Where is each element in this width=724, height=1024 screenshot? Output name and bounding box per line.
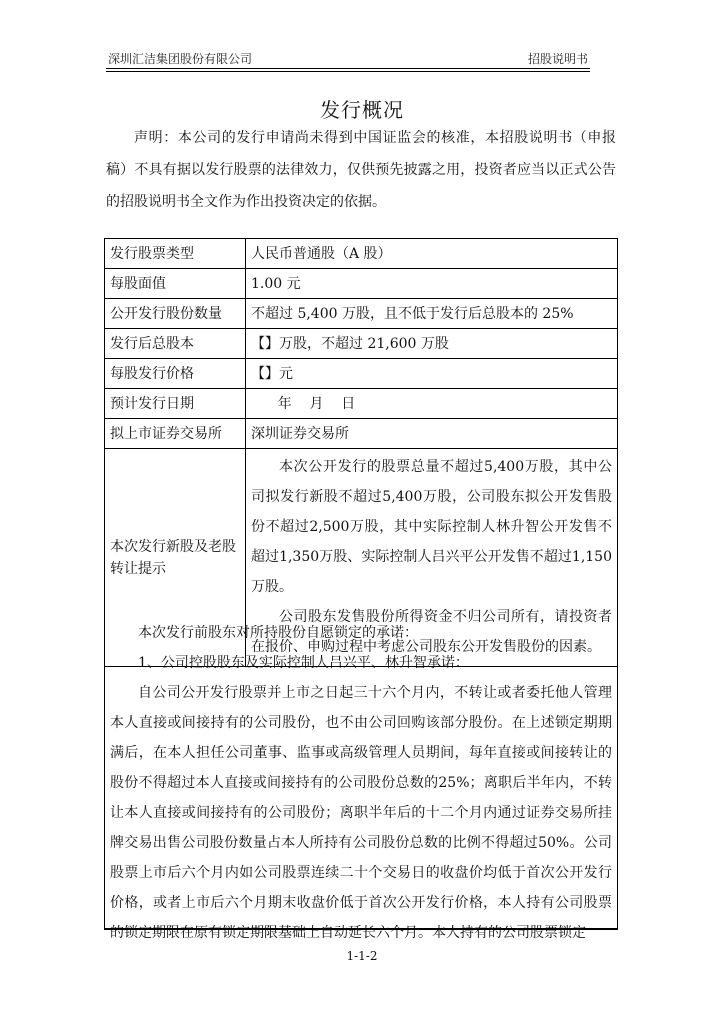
- row-value: 人民币普通股（A 股）: [246, 239, 618, 269]
- table-row: [105, 239, 618, 269]
- transfer-paragraph-1: 本次公开发行的股票总量不超过5,400万股，其中公司拟发行新股不超过5,400万股，公司股东拟公开发售股份不超过2,500万股，其中实际控制人林升智公开发售不超过1,350万股、实际控制人吕兴平公开发售不超过1,150万股。: [251, 459, 612, 595]
- table-row: [105, 269, 618, 299]
- table-row: [105, 389, 618, 419]
- row-label: 拟上市证券交易所: [105, 419, 246, 449]
- row-label: 发行股票类型: [105, 239, 246, 269]
- transfer-label: 本次发行新股及老股转让提示: [105, 449, 246, 667]
- row-value: 【】元: [246, 359, 618, 389]
- row-label: 公开发行股份数量: [105, 299, 246, 329]
- table-row: [105, 299, 618, 329]
- row-label: 每股发行价格: [105, 359, 246, 389]
- page-number: 1-1-2: [346, 949, 378, 963]
- row-value: 1.00 元: [246, 269, 618, 299]
- disclaimer-statement: 声明：本公司的发行申请尚未得到中国证监会的核准，本招股说明书（申报稿）不具有据以发行股票的法律效力，仅供预先披露之用，投资者应当以正式公告的招股说明书全文作为作出投资决定的依据。: [106, 130, 616, 210]
- row-value: 深圳证券交易所: [246, 419, 618, 449]
- lockup-commitment-section: [104, 618, 618, 941]
- row-value: 年 月 日: [246, 389, 618, 419]
- lockup-intro: 本次发行前股东对所持股份自愿锁定的承诺：: [138, 625, 418, 641]
- row-label: 每股面值: [105, 269, 246, 299]
- table-row: [105, 359, 618, 389]
- page-header: [106, 46, 590, 69]
- issue-overview-table: [104, 238, 618, 667]
- table-row: [105, 419, 618, 449]
- header-document-name: 招股说明书: [527, 52, 588, 66]
- row-label: 发行后总股本: [105, 329, 246, 359]
- transfer-paragraph-2: 公司股东发售股份所得资金不归公司所有，请投资者在报价、申购过程中考虑公司股东公开发售股份的因素。: [251, 609, 612, 655]
- lockup-item1-title: 1、公司控股股东及实际控制人吕兴平、林升智承诺：: [138, 655, 469, 671]
- header-company-name: 深圳汇洁集团股份有限公司: [108, 52, 253, 66]
- row-value: 不超过 5,400 万股，且不低于发行后总股本的 25%: [246, 299, 618, 329]
- page-title: 发行概况: [320, 98, 404, 122]
- row-label: 预计发行日期: [105, 389, 246, 419]
- row-value: 【】万股，不超过 21,600 万股: [246, 329, 618, 359]
- lockup-item1-body: 自公司公开发行股票并上市之日起三十六个月内，不转让或者委托他人管理本人直接或间接持有的公司股份，也不由公司回购该部分股份。在上述锁定期期满后，在本人担任公司董事、监事或高级管理人员期间，每年直接或间接转让的股份不得超过本人直接或间接持有的公司股份总数的25%；离职后半年内，不转让本人直接或间接持有的公司股份；离职半年后的十二个月内通过证券交易所挂牌交易出售公司股份数量占本人所持有公司股份总数的比例不得超过50%。公司股票上市后六个月内如公司股票连续二十个交易日的收盘价均低于首次公开发行价格，或者上市后六个月期末收盘价低于首次公开发行价格，本人持有公司股票的锁定期限在原有锁定期限基础上自动延长六个月。本人持有的公司股票锁定: [110, 685, 612, 941]
- table-row: [105, 329, 618, 359]
